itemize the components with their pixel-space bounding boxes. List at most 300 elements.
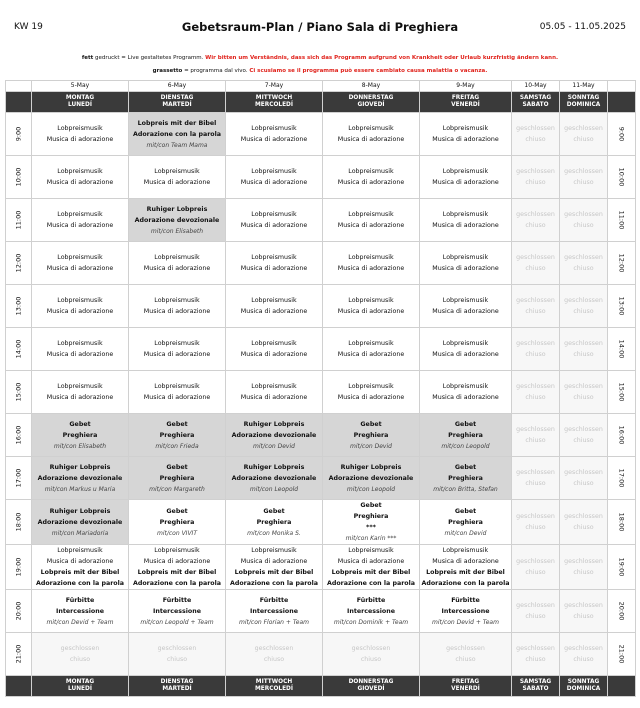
event-leader: mit/con Elisabeth bbox=[53, 442, 107, 450]
event-title-it: Intercessione bbox=[250, 607, 298, 615]
event-title-it: Intercessione bbox=[56, 607, 104, 615]
time-label-l: 11:00 bbox=[6, 199, 32, 242]
event-title-it: Musica di adorazione bbox=[143, 308, 211, 315]
event-title-de: Ruhiger Lobpreis bbox=[146, 205, 208, 213]
event-title-de: Lobpreismusik bbox=[57, 547, 103, 554]
event-title-it: Preghiera bbox=[159, 474, 195, 482]
slot-thu-11 bbox=[323, 590, 420, 633]
event-title-it: Adorazione devozionale bbox=[134, 216, 220, 224]
event-title-it: Preghiera bbox=[256, 518, 292, 526]
event-title-it: Preghiera bbox=[353, 513, 389, 520]
event-title-de: Lobpreismusik bbox=[154, 383, 200, 390]
slot-thu-5 bbox=[323, 328, 420, 371]
closed-label-de: geschlossen bbox=[564, 254, 603, 261]
time-label-l: 13:00 bbox=[6, 285, 32, 328]
closed-label-it: chiuso bbox=[525, 613, 546, 620]
slot-mon-0 bbox=[32, 113, 129, 156]
hour-row bbox=[6, 590, 636, 633]
event-title-de: Lobpreismusik bbox=[348, 254, 394, 261]
hour-row bbox=[6, 242, 636, 285]
event-title-de: Lobpreis mit der Bibel bbox=[137, 119, 217, 127]
closed-label-de: geschlossen bbox=[516, 254, 555, 261]
closed-label-it: chiuso bbox=[525, 480, 546, 487]
event-leader: mit/con Markus u Maria bbox=[44, 485, 116, 493]
slot-sat-8 bbox=[512, 457, 560, 500]
event-title-de: Ruhiger Lobpreis bbox=[49, 463, 111, 471]
closed-label-it: chiuso bbox=[525, 394, 546, 401]
slot-sun-11 bbox=[560, 590, 608, 633]
day-header-row bbox=[6, 92, 636, 113]
time-label-l: 19:00 bbox=[6, 545, 32, 590]
closed-label-de: geschlossen bbox=[60, 645, 100, 652]
event-title-de: Lobpreismusik bbox=[348, 383, 394, 390]
note-it-bold: grassetto bbox=[152, 68, 183, 74]
date-sat: 10-May bbox=[512, 81, 560, 92]
event-title-it: Musica di adorazione bbox=[143, 179, 211, 186]
time-label-l: 9:00 bbox=[6, 113, 32, 156]
day-footer-sat: SAMSTAG SABATO bbox=[512, 676, 560, 697]
hour-row bbox=[6, 156, 636, 199]
event-title-it: Adorazione devozionale bbox=[231, 431, 317, 439]
slot-fri-10 bbox=[420, 545, 512, 590]
slot-sat-7 bbox=[512, 414, 560, 457]
event-title-de: Lobpreis mit der Bibel bbox=[234, 569, 314, 576]
event-title-de: Gebet bbox=[166, 420, 188, 428]
event-title-de: Lobpreismusik bbox=[348, 340, 394, 347]
slot-fri-2 bbox=[420, 199, 512, 242]
closed-label-it: chiuso bbox=[573, 222, 594, 229]
day-footer-fri: FREITAG VENERDÍ bbox=[420, 676, 512, 697]
day-header-wed: MITTWOCH MERCOLEDÍ bbox=[226, 92, 323, 113]
event-leader: mit/con Leopold bbox=[249, 485, 299, 493]
event-title-it: Musica di adorazione bbox=[432, 558, 499, 565]
note-de-text: gedruckt = Live gestaltetes Programm. bbox=[93, 55, 206, 61]
event-title-de: Lobpreismusik bbox=[154, 297, 200, 304]
date-mon: 5-May bbox=[32, 81, 129, 92]
event-title-de: Lobpreismusik bbox=[57, 168, 103, 175]
event-title-de: Lobpreismusik bbox=[442, 211, 489, 218]
slot-wed-12 bbox=[226, 633, 323, 676]
event-title-de: Lobpreis mit der Bibel bbox=[426, 569, 505, 576]
event-title-it: Musica di adorazione bbox=[46, 308, 114, 315]
slot-tue-10 bbox=[129, 545, 226, 590]
event-title-de: Gebet bbox=[454, 463, 477, 471]
event-title-de: Lobpreis mit der Bibel bbox=[137, 569, 217, 576]
closed-label-de: geschlossen bbox=[564, 645, 603, 652]
slot-thu-2 bbox=[323, 199, 420, 242]
closed-label-de: geschlossen bbox=[157, 645, 197, 652]
event-title-de: Fürbitte bbox=[162, 596, 192, 604]
slot-tue-11 bbox=[129, 590, 226, 633]
event-title-de: Lobpreismusik bbox=[154, 254, 200, 261]
event-title-de: Gebet bbox=[360, 502, 382, 509]
time-label-l: 10:00 bbox=[6, 156, 32, 199]
day-footer-wed: MITTWOCH MERCOLEDÍ bbox=[226, 676, 323, 697]
closed-label-it: chiuso bbox=[455, 656, 476, 663]
closed-label-de: geschlossen bbox=[564, 558, 603, 565]
slot-wed-9 bbox=[226, 500, 323, 545]
closed-label-it: chiuso bbox=[166, 656, 188, 663]
closed-label-it: chiuso bbox=[525, 179, 546, 186]
closed-label-it: chiuso bbox=[525, 136, 546, 143]
closed-label-de: geschlossen bbox=[564, 426, 603, 433]
event-title-it: Musica di adorazione bbox=[240, 308, 308, 315]
event-leader: mit/con Devid bbox=[253, 442, 295, 450]
slot-sun-3 bbox=[560, 242, 608, 285]
event-title-it: Musica di adorazione bbox=[143, 558, 211, 565]
slot-wed-1 bbox=[226, 156, 323, 199]
day-footer-mon: MONTAG LUNEDÍ bbox=[32, 676, 129, 697]
closed-label-it: chiuso bbox=[525, 569, 546, 576]
time-label-r: 13:00 bbox=[608, 285, 636, 328]
slot-sat-3 bbox=[512, 242, 560, 285]
closed-label-it: chiuso bbox=[360, 656, 382, 663]
event-leader: mit/con Britta, Stefan bbox=[433, 485, 498, 493]
slot-sun-4 bbox=[560, 285, 608, 328]
event-title-it: Intercessione bbox=[153, 607, 201, 615]
slot-mon-11 bbox=[32, 590, 129, 633]
slot-sat-10 bbox=[512, 545, 560, 590]
time-label-l: 21:00 bbox=[6, 633, 32, 676]
slot-sat-9 bbox=[512, 500, 560, 545]
day-footer-row bbox=[6, 676, 636, 697]
closed-label-de: geschlossen bbox=[564, 469, 603, 476]
slot-fri-6 bbox=[420, 371, 512, 414]
note-de-bold: fett bbox=[81, 55, 94, 61]
closed-label-it: chiuso bbox=[525, 656, 546, 663]
slot-wed-8 bbox=[226, 457, 323, 500]
time-label-l: 16:00 bbox=[6, 414, 32, 457]
slot-thu-3 bbox=[323, 242, 420, 285]
date-tue: 6-May bbox=[129, 81, 226, 92]
event-title-de: Gebet bbox=[166, 507, 188, 515]
slot-wed-5 bbox=[226, 328, 323, 371]
note-de-warning: Wir bitten um Verständnis, dass sich das Programm aufgrund von Krankheit oder Urlaub kurzfristig ändern kann. bbox=[205, 55, 559, 61]
date-range: 05.05 - 11.05.2025 bbox=[539, 22, 626, 32]
event-title-it: Musica di adorazione bbox=[337, 351, 405, 358]
event-title-it: Musica di adorazione bbox=[337, 394, 405, 401]
time-label-r: 16:00 bbox=[608, 414, 636, 457]
event-title-it: Musica di adorazione bbox=[46, 351, 114, 358]
event-title-de: Lobpreismusik bbox=[154, 547, 200, 554]
event-leader: mit/con Team Mama bbox=[146, 141, 208, 149]
closed-label-it: chiuso bbox=[525, 351, 546, 358]
event-title-de: Lobpreismusik bbox=[154, 340, 200, 347]
slot-thu-4 bbox=[323, 285, 420, 328]
event-title-it: Adorazione con la parola bbox=[35, 580, 125, 587]
slot-sun-5 bbox=[560, 328, 608, 371]
event-title-de: Ruhiger Lobpreis bbox=[243, 420, 305, 428]
slot-fri-9 bbox=[420, 500, 512, 545]
slot-mon-3 bbox=[32, 242, 129, 285]
event-title-it: Musica di adorazione bbox=[240, 179, 308, 186]
event-leader: mit/con Devid bbox=[350, 442, 392, 450]
event-title-it: Adorazione devozionale bbox=[328, 474, 414, 482]
closed-label-de: geschlossen bbox=[446, 645, 485, 652]
slot-sun-6 bbox=[560, 371, 608, 414]
event-title-it: Preghiera bbox=[448, 518, 483, 526]
event-leader: mit/con Elisabeth bbox=[150, 227, 204, 235]
event-title-de: Lobpreismusik bbox=[442, 297, 489, 304]
slot-mon-9 bbox=[32, 500, 129, 545]
event-title-it: Adorazione con la parola bbox=[132, 580, 222, 587]
hour-row bbox=[6, 285, 636, 328]
slot-wed-11 bbox=[226, 590, 323, 633]
time-label-r: 15:00 bbox=[608, 371, 636, 414]
event-title-de: Gebet bbox=[360, 420, 382, 428]
event-title-de: Ruhiger Lobpreis bbox=[49, 507, 111, 515]
event-title-it: Musica di adorazione bbox=[143, 265, 211, 272]
slot-tue-4 bbox=[129, 285, 226, 328]
event-title-it: Musica di adorazione bbox=[432, 308, 499, 315]
event-title-it: Musica di adorazione bbox=[46, 558, 114, 565]
time-label-l: 18:00 bbox=[6, 500, 32, 545]
time-label-r: 11:00 bbox=[608, 199, 636, 242]
slot-sun-1 bbox=[560, 156, 608, 199]
event-title-de: Lobpreismusik bbox=[348, 211, 394, 218]
closed-label-de: geschlossen bbox=[564, 383, 603, 390]
closed-label-de: geschlossen bbox=[564, 513, 603, 520]
slot-wed-3 bbox=[226, 242, 323, 285]
date-thu: 8-May bbox=[323, 81, 420, 92]
event-title-it: Musica di adorazione bbox=[432, 179, 499, 186]
closed-label-de: geschlossen bbox=[516, 340, 555, 347]
slot-mon-12 bbox=[32, 633, 129, 676]
slot-mon-7 bbox=[32, 414, 129, 457]
slot-sat-11 bbox=[512, 590, 560, 633]
day-header-sun: SONNTAG DOMINICA bbox=[560, 92, 608, 113]
closed-label-de: geschlossen bbox=[516, 125, 555, 132]
event-leader: mit/con Devid bbox=[444, 529, 487, 537]
closed-label-it: chiuso bbox=[525, 265, 546, 272]
slot-sun-2 bbox=[560, 199, 608, 242]
slot-mon-10 bbox=[32, 545, 129, 590]
slot-mon-6 bbox=[32, 371, 129, 414]
page-header bbox=[0, 14, 640, 34]
closed-label-de: geschlossen bbox=[564, 340, 603, 347]
event-title-de: Lobpreismusik bbox=[154, 168, 200, 175]
slot-thu-9 bbox=[323, 500, 420, 545]
time-label-r: 18:00 bbox=[608, 500, 636, 545]
time-label-r: 19:00 bbox=[608, 545, 636, 590]
closed-label-de: geschlossen bbox=[516, 383, 555, 390]
slot-tue-12 bbox=[129, 633, 226, 676]
event-title-it: Musica di adorazione bbox=[46, 179, 114, 186]
event-title-de: Lobpreismusik bbox=[442, 168, 489, 175]
closed-label-it: chiuso bbox=[525, 437, 546, 444]
event-title-de: Lobpreis mit der Bibel bbox=[40, 569, 120, 576]
event-title-de: Lobpreis mit der Bibel bbox=[331, 569, 411, 576]
closed-label-it: chiuso bbox=[525, 524, 546, 531]
event-title-it: Musica di adorazione bbox=[337, 136, 405, 143]
slot-tue-5 bbox=[129, 328, 226, 371]
event-title-it: Musica di adorazione bbox=[46, 265, 114, 272]
closed-label-de: geschlossen bbox=[564, 125, 603, 132]
day-footer-thu: DONNERSTAG GIOVEDÍ bbox=[323, 676, 420, 697]
hour-row bbox=[6, 113, 636, 156]
event-title-it: Musica di adorazione bbox=[337, 179, 405, 186]
event-title-it: Musica di adorazione bbox=[432, 222, 499, 229]
event-title-de: Lobpreismusik bbox=[348, 547, 394, 554]
event-leader: mit/con Leopold bbox=[441, 442, 490, 450]
slot-sun-12 bbox=[560, 633, 608, 676]
slot-sun-10 bbox=[560, 545, 608, 590]
event-title-it: Musica di adorazione bbox=[46, 394, 114, 401]
slot-wed-7 bbox=[226, 414, 323, 457]
event-title-it: Musica di adorazione bbox=[240, 265, 308, 272]
closed-label-de: geschlossen bbox=[564, 602, 603, 609]
event-title-de: Gebet bbox=[263, 507, 285, 515]
time-label-l: 20:00 bbox=[6, 590, 32, 633]
event-title-de: Lobpreismusik bbox=[251, 254, 297, 261]
time-label-l: 17:00 bbox=[6, 457, 32, 500]
event-stars: *** bbox=[366, 524, 376, 531]
event-title-it: Musica di adorazione bbox=[337, 265, 405, 272]
event-leader: mit/con Karin *** bbox=[345, 535, 397, 542]
slot-fri-1 bbox=[420, 156, 512, 199]
week-number: KW 19 bbox=[14, 22, 43, 32]
event-title-de: Fürbitte bbox=[451, 596, 480, 604]
day-footer-sun: SONNTAG DOMINICA bbox=[560, 676, 608, 697]
event-title-de: Fürbitte bbox=[65, 596, 95, 604]
slot-sun-9 bbox=[560, 500, 608, 545]
note-italian bbox=[0, 67, 640, 75]
closed-label-it: chiuso bbox=[573, 351, 594, 358]
hour-row bbox=[6, 199, 636, 242]
slot-tue-8 bbox=[129, 457, 226, 500]
time-label-r: 14:00 bbox=[608, 328, 636, 371]
event-leader: mit/con Mariadoria bbox=[51, 529, 109, 537]
slot-sun-8 bbox=[560, 457, 608, 500]
closed-label-it: chiuso bbox=[573, 308, 594, 315]
closed-label-de: geschlossen bbox=[564, 168, 603, 175]
schedule-body bbox=[6, 113, 636, 676]
hour-row bbox=[6, 545, 636, 590]
event-title-de: Lobpreismusik bbox=[57, 297, 103, 304]
slot-thu-1 bbox=[323, 156, 420, 199]
slot-mon-5 bbox=[32, 328, 129, 371]
closed-label-it: chiuso bbox=[573, 179, 594, 186]
event-title-de: Lobpreismusik bbox=[442, 125, 489, 132]
event-leader: mit/con Monika S. bbox=[247, 529, 301, 537]
event-title-it: Musica di adorazione bbox=[337, 308, 405, 315]
closed-label-de: geschlossen bbox=[516, 211, 555, 218]
event-title-de: Fürbitte bbox=[259, 596, 289, 604]
event-title-it: Adorazione con la parola bbox=[421, 580, 510, 587]
slot-thu-7 bbox=[323, 414, 420, 457]
note-it-warning: Ci scusiamo se il programma può essere cambiato causa malattia o vacanza. bbox=[249, 68, 488, 74]
closed-label-it: chiuso bbox=[263, 656, 285, 663]
day-footer-tue: DIENSTAG MARTEDÍ bbox=[129, 676, 226, 697]
hour-row bbox=[6, 500, 636, 545]
closed-label-it: chiuso bbox=[573, 437, 594, 444]
event-title-it: Musica di adorazione bbox=[432, 351, 499, 358]
time-label-r: 12:00 bbox=[608, 242, 636, 285]
slot-fri-5 bbox=[420, 328, 512, 371]
event-leader: mit/con Frieda bbox=[155, 442, 199, 450]
event-leader: mit/con Margareth bbox=[149, 485, 205, 493]
event-title-it: Adorazione con la parola bbox=[326, 580, 416, 587]
event-title-de: Lobpreismusik bbox=[251, 547, 297, 554]
hour-row bbox=[6, 328, 636, 371]
event-title-de: Lobpreismusik bbox=[251, 168, 297, 175]
closed-label-de: geschlossen bbox=[516, 602, 555, 609]
event-title-de: Lobpreismusik bbox=[251, 297, 297, 304]
time-label-l: 12:00 bbox=[6, 242, 32, 285]
event-title-de: Lobpreismusik bbox=[57, 211, 103, 218]
hour-row bbox=[6, 457, 636, 500]
event-title-de: Ruhiger Lobpreis bbox=[340, 463, 402, 471]
closed-label-de: geschlossen bbox=[516, 645, 555, 652]
time-label-r: 10:00 bbox=[608, 156, 636, 199]
slot-thu-0 bbox=[323, 113, 420, 156]
event-title-it: Intercessione bbox=[441, 607, 490, 615]
event-title-it: Preghiera bbox=[159, 431, 195, 439]
closed-label-de: geschlossen bbox=[516, 168, 555, 175]
closed-label-de: geschlossen bbox=[516, 558, 555, 565]
date-wed: 7-May bbox=[226, 81, 323, 92]
slot-sat-1 bbox=[512, 156, 560, 199]
event-title-de: Lobpreismusik bbox=[57, 383, 103, 390]
closed-label-de: geschlossen bbox=[564, 297, 603, 304]
slot-thu-10 bbox=[323, 545, 420, 590]
slot-tue-3 bbox=[129, 242, 226, 285]
hour-row bbox=[6, 371, 636, 414]
event-title-it: Musica di adorazione bbox=[240, 136, 308, 143]
event-leader: mit/con Florian + Team bbox=[239, 618, 309, 626]
closed-label-it: chiuso bbox=[573, 524, 594, 531]
event-title-it: Preghiera bbox=[448, 431, 483, 439]
event-title-de: Ruhiger Lobpreis bbox=[243, 463, 305, 471]
closed-label-it: chiuso bbox=[69, 656, 91, 663]
event-title-it: Musica di adorazione bbox=[432, 394, 499, 401]
event-title-de: Lobpreismusik bbox=[251, 125, 297, 132]
event-title-it: Adorazione devozionale bbox=[37, 518, 123, 526]
day-header-mon: MONTAG LUNEDÍ bbox=[32, 92, 129, 113]
slot-tue-2 bbox=[129, 199, 226, 242]
slot-sat-6 bbox=[512, 371, 560, 414]
date-sun: 11-May bbox=[560, 81, 608, 92]
slot-tue-9 bbox=[129, 500, 226, 545]
slot-mon-2 bbox=[32, 199, 129, 242]
hour-row bbox=[6, 633, 636, 676]
event-title-de: Lobpreismusik bbox=[251, 340, 297, 347]
event-title-it: Intercessione bbox=[347, 607, 395, 615]
slot-wed-6 bbox=[226, 371, 323, 414]
event-title-de: Lobpreismusik bbox=[57, 125, 103, 132]
event-title-it: Musica di adorazione bbox=[337, 222, 405, 229]
slot-tue-0 bbox=[129, 113, 226, 156]
closed-label-it: chiuso bbox=[525, 308, 546, 315]
event-title-it: Musica di adorazione bbox=[143, 351, 211, 358]
closed-label-it: chiuso bbox=[525, 222, 546, 229]
date-row bbox=[6, 81, 636, 92]
event-title-de: Gebet bbox=[454, 507, 477, 515]
event-title-it: Musica di adorazione bbox=[432, 265, 499, 272]
closed-label-de: geschlossen bbox=[516, 426, 555, 433]
closed-label-it: chiuso bbox=[573, 480, 594, 487]
slot-sat-2 bbox=[512, 199, 560, 242]
slot-wed-4 bbox=[226, 285, 323, 328]
closed-label-de: geschlossen bbox=[564, 211, 603, 218]
closed-label-de: geschlossen bbox=[516, 469, 555, 476]
closed-label-de: geschlossen bbox=[516, 513, 555, 520]
event-title-de: Lobpreismusik bbox=[348, 297, 394, 304]
slot-fri-4 bbox=[420, 285, 512, 328]
event-title-de: Lobpreismusik bbox=[442, 383, 489, 390]
slot-fri-12 bbox=[420, 633, 512, 676]
slot-thu-12 bbox=[323, 633, 420, 676]
